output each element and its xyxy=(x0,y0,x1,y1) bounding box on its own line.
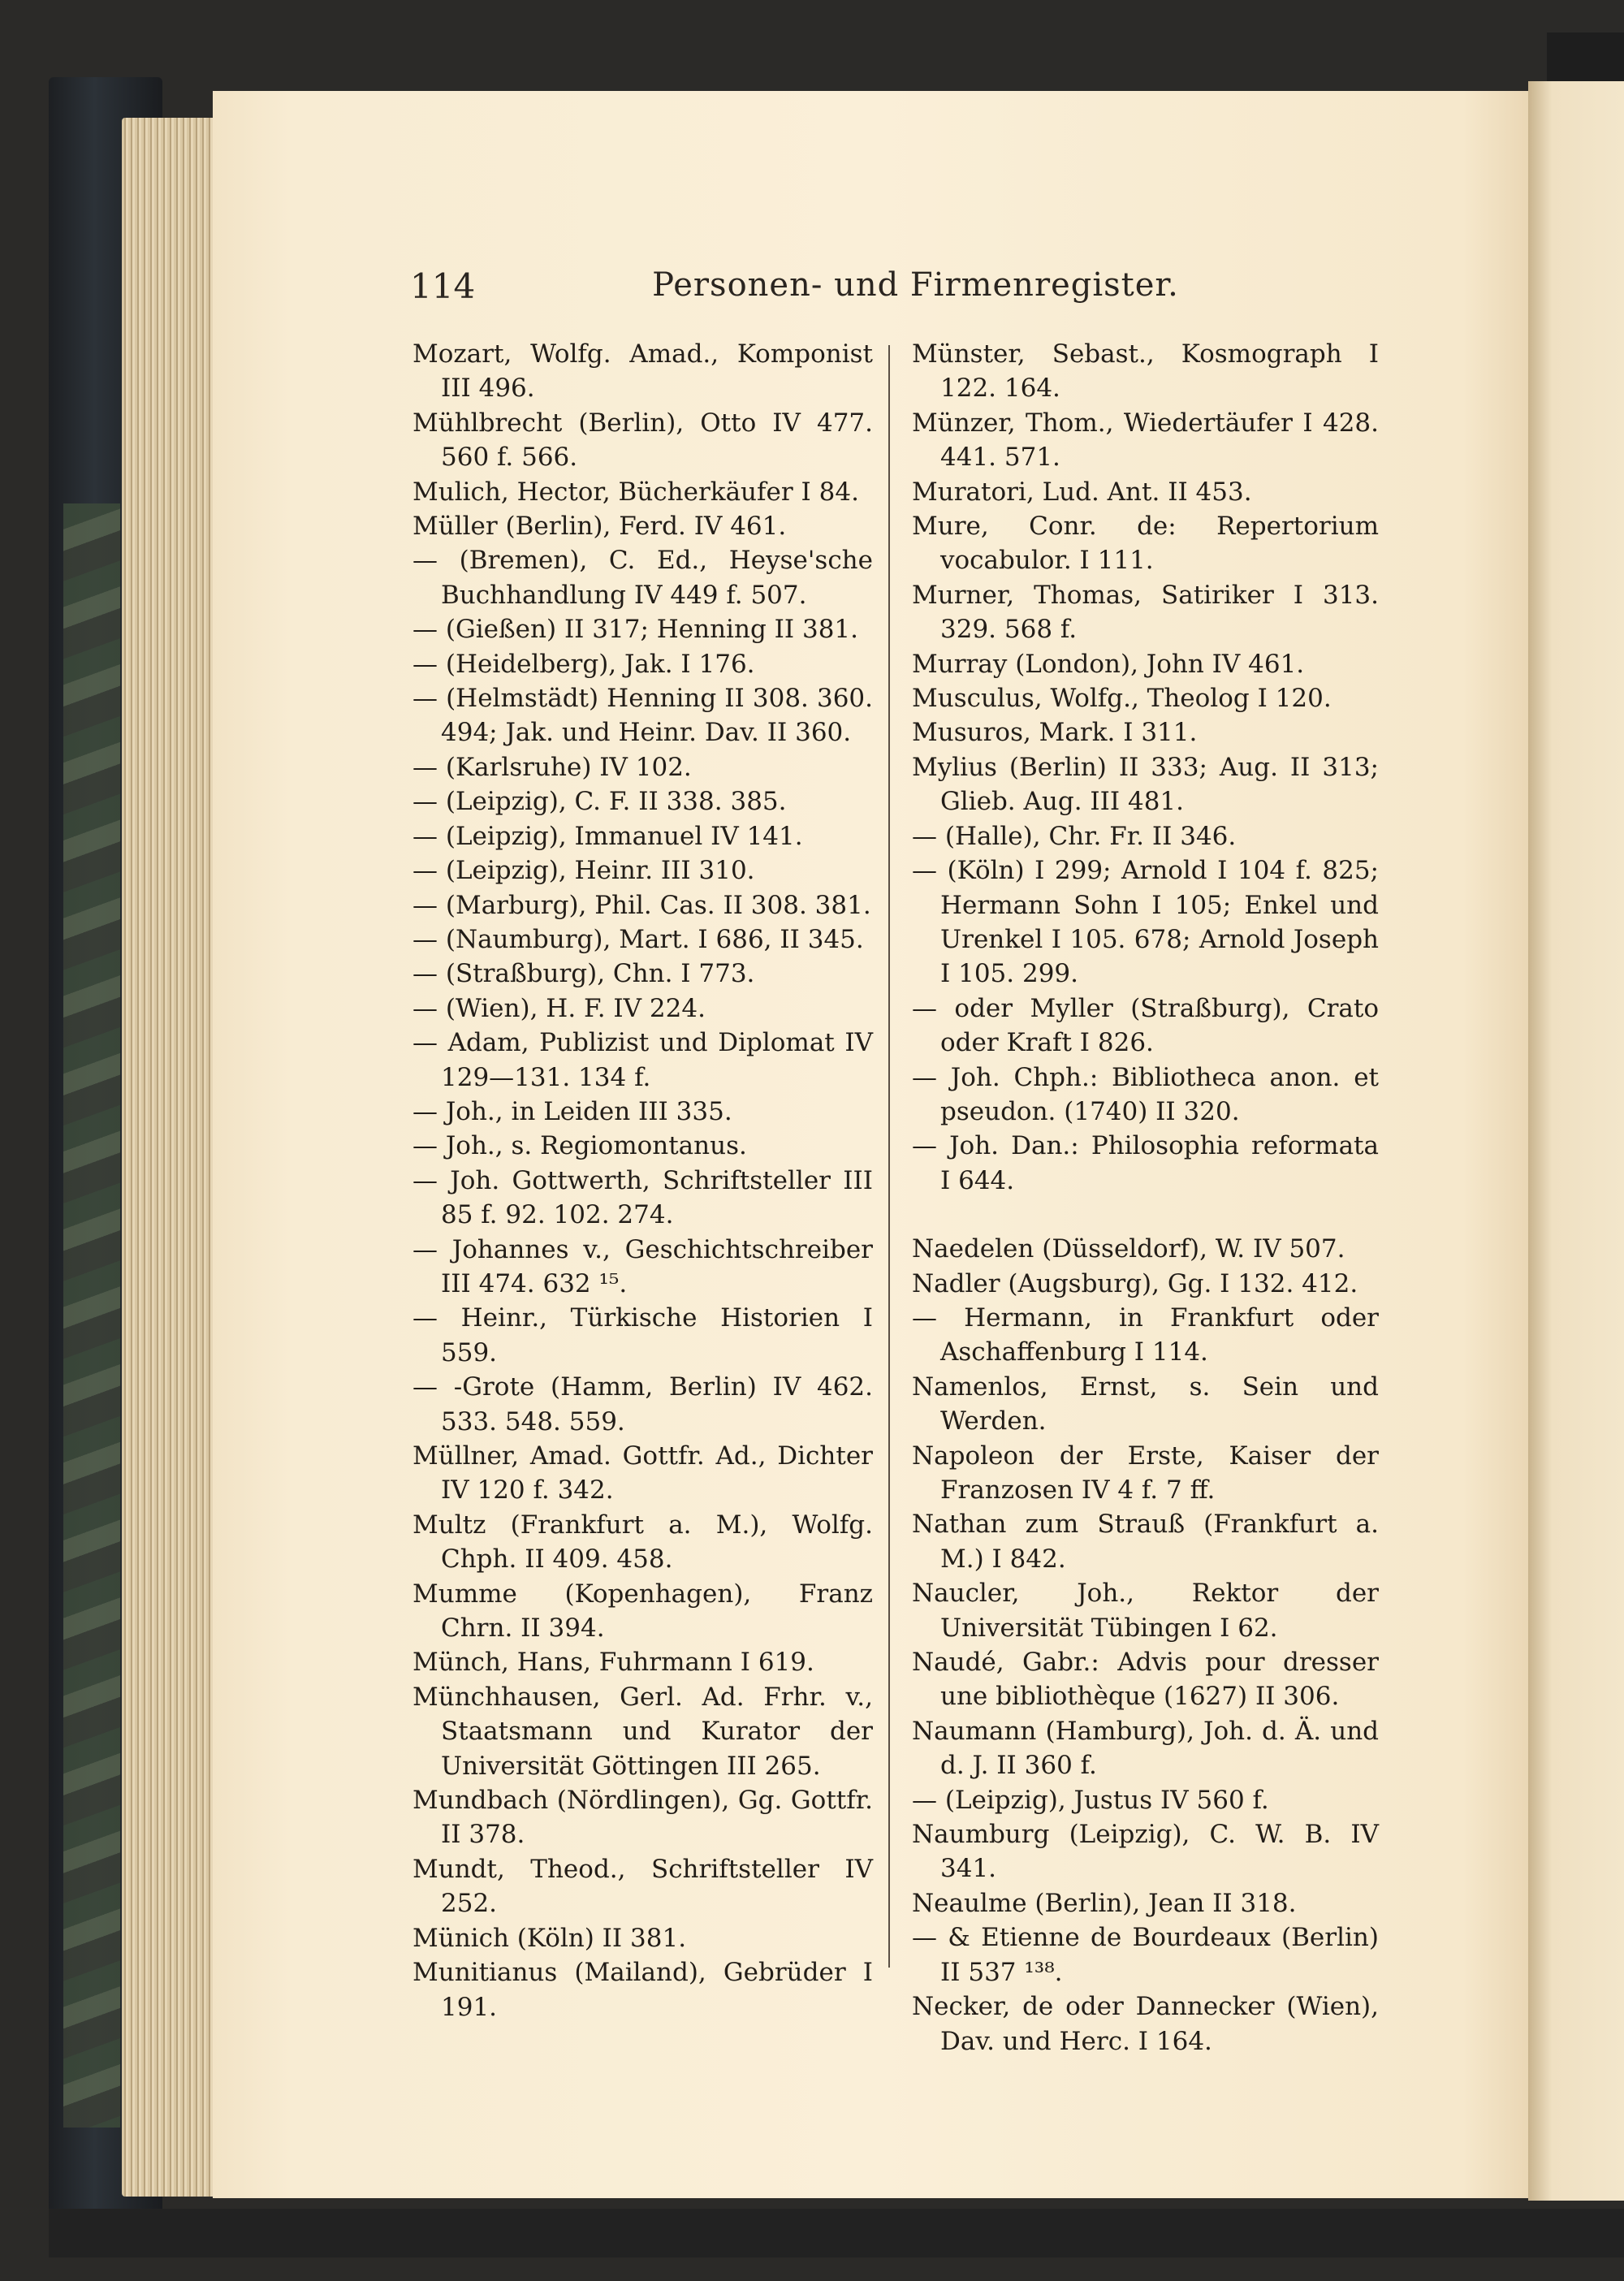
register-entry: Nathan zum Strauß (Frankfurt a. M.) I 842. xyxy=(912,1510,1379,1574)
left-column xyxy=(412,337,873,2024)
register-entry: Mure, Conr. de: Repertorium vocabulor. I 111. xyxy=(912,512,1379,576)
register-entry: — Johannes v., Geschichtschreiber III 474. 632 ¹⁵. xyxy=(412,1234,873,1298)
register-entry: Münster, Sebast., Kosmograph I 122. 164. xyxy=(912,339,1379,404)
register-entry: — (Wien), H. F. IV 224. xyxy=(412,993,706,1023)
register-entry: — Joh. Dan.: Philosophia reformata I 644. xyxy=(912,1131,1379,1195)
right-column xyxy=(912,337,1379,2059)
register-entry: — (Marburg), Phil. Cas. II 308. 381. xyxy=(412,890,871,920)
register-entry: Mühlbrecht (Berlin), Otto IV 477. 560 f. 566. xyxy=(412,408,873,473)
register-entry: — Joh., in Leiden III 335. xyxy=(412,1096,732,1126)
register-entry: Münch, Hans, Fuhrmann I 619. xyxy=(412,1648,814,1678)
register-entry: Munitianus (Mailand), Gebrüder I 191. xyxy=(412,1958,873,2022)
page-edges xyxy=(122,118,218,2197)
register-entry: Naucler, Joh., Rektor der Universität Tübingen I 62. xyxy=(912,1579,1379,1643)
page-title: Personen- und Firmenregister. xyxy=(652,266,1179,304)
marbled-endpaper xyxy=(63,503,120,2128)
register-entry: Münzer, Thom., Wiedertäufer I 428. 441. 571. xyxy=(912,408,1379,473)
register-entry: Murray (London), John IV 461. xyxy=(912,649,1305,679)
register-entry: — Joh. Chph.: Bibliotheca anon. et pseudon. (1740) II 320. xyxy=(912,1062,1379,1126)
register-entry: Neaulme (Berlin), Jean II 318. xyxy=(912,1888,1297,1918)
register-entry: — (Köln) I 299; Arnold I 104 f. 825; Hermann Sohn I 105; Enkel und Urenkel I 105. 678; Arnold Joseph I 105. 299. xyxy=(912,856,1379,989)
register-entry: Nadler (Augsburg), Gg. I 132. 412. xyxy=(912,1268,1358,1298)
background-corner xyxy=(1547,32,1624,81)
register-entry: Mulich, Hector, Bücherkäufer I 84. xyxy=(412,477,859,507)
register-entry: — oder Myller (Straßburg), Crato oder Kraft I 826. xyxy=(912,993,1379,1058)
register-entry: Murner, Thomas, Satiriker I 313. 329. 568 f. xyxy=(912,580,1379,645)
register-entry: Münich (Köln) II 381. xyxy=(412,1923,687,1953)
register-entry: — (Naumburg), Mart. I 686, II 345. xyxy=(412,924,864,954)
register-entry: Namenlos, Ernst, s. Sein und Werden. xyxy=(912,1372,1379,1436)
register-entry: Naumburg (Leipzig), C. W. B. IV 341. xyxy=(912,1820,1379,1884)
facing-page-edge xyxy=(1528,81,1624,2201)
register-entry: — & Etienne de Bourdeaux (Berlin) II 537 ¹³⁸. xyxy=(912,1923,1379,1987)
register-entry: — Joh., s. Regiomontanus. xyxy=(412,1131,747,1161)
column-divider xyxy=(888,345,890,1968)
register-entry: — (Heidelberg), Jak. I 176. xyxy=(412,649,755,679)
register-entry: — Heinr., Türkische Historien I 559. xyxy=(412,1303,873,1367)
register-entry: — (Helmstädt) Henning II 308. 360. 494; Jak. und Heinr. Dav. II 360. xyxy=(412,684,873,748)
register-entry: — (Leipzig), Justus IV 560 f. xyxy=(912,1785,1269,1815)
register-entry: Mundbach (Nördlingen), Gg. Gottfr. II 378. xyxy=(412,1786,873,1850)
register-entry: Napoleon der Erste, Kaiser der Franzosen IV 4 f. 7 ff. xyxy=(912,1441,1379,1505)
register-entry: Multz (Frankfurt a. M.), Wolfg. Chph. II 409. 458. xyxy=(412,1510,873,1575)
register-entry: — Adam, Publizist und Diplomat IV 129—131. 134 f. xyxy=(412,1028,873,1092)
page-number: 114 xyxy=(410,266,476,306)
book-cover-bottom xyxy=(49,2209,1624,2257)
register-entry: — Joh. Gottwerth, Schriftsteller III 85 f. 92. 102. 274. xyxy=(412,1165,873,1230)
register-entry: — (Leipzig), Immanuel IV 141. xyxy=(412,821,803,851)
register-entry: — -Grote (Hamm, Berlin) IV 462. 533. 548. 559. xyxy=(412,1372,873,1436)
register-entry: — (Leipzig), Heinr. III 310. xyxy=(412,856,755,886)
register-entry: Mumme (Kopenhagen), Franz Chrn. II 394. xyxy=(412,1579,873,1644)
register-entry: — (Bremen), C. Ed., Heyse'sche Buchhandlung IV 449 f. 507. xyxy=(412,546,873,610)
register-entry: — (Straßburg), Chn. I 773. xyxy=(412,959,755,989)
register-entry: Musuros, Mark. I 311. xyxy=(912,718,1198,748)
register-entry: Naudé, Gabr.: Advis pour dresser une bibliothèque (1627) II 306. xyxy=(912,1648,1379,1712)
register-entry: — Hermann, in Frankfurt oder Aschaffenburg I 114. xyxy=(912,1303,1379,1367)
running-head xyxy=(410,266,1421,315)
register-entry: Mundt, Theod., Schriftsteller IV 252. xyxy=(412,1854,873,1919)
register-entry: Musculus, Wolfg., Theolog I 120. xyxy=(912,684,1332,714)
register-entry: Müllner, Amad. Gottfr. Ad., Dichter IV 120 f. 342. xyxy=(412,1441,873,1506)
register-entry: Naumann (Hamburg), Joh. d. Ä. und d. J. II 360 f. xyxy=(912,1716,1379,1781)
register-entry: Naedelen (Düsseldorf), W. IV 507. xyxy=(912,1234,1345,1264)
register-entry: — (Karlsruhe) IV 102. xyxy=(412,752,692,782)
register-entry: Necker, de oder Dannecker (Wien), Dav. und Herc. I 164. xyxy=(912,1992,1379,2056)
register-entry: — (Halle), Chr. Fr. II 346. xyxy=(912,821,1237,851)
register-entry: Muratori, Lud. Ant. II 453. xyxy=(912,477,1252,507)
register-entry: Mozart, Wolfg. Amad., Komponist III 496. xyxy=(412,339,873,404)
register-entry: — (Leipzig), C. F. II 338. 385. xyxy=(412,787,787,817)
register-entry: — (Gießen) II 317; Henning II 381. xyxy=(412,615,859,645)
register-entry: Münchhausen, Gerl. Ad. Frhr. v., Staatsmann und Kurator der Universität Göttingen III 265. xyxy=(412,1682,873,1781)
register-entry: Mylius (Berlin) II 333; Aug. II 313; Glieb. Aug. III 481. xyxy=(912,752,1379,817)
register-entry: Müller (Berlin), Ferd. IV 461. xyxy=(412,512,787,542)
